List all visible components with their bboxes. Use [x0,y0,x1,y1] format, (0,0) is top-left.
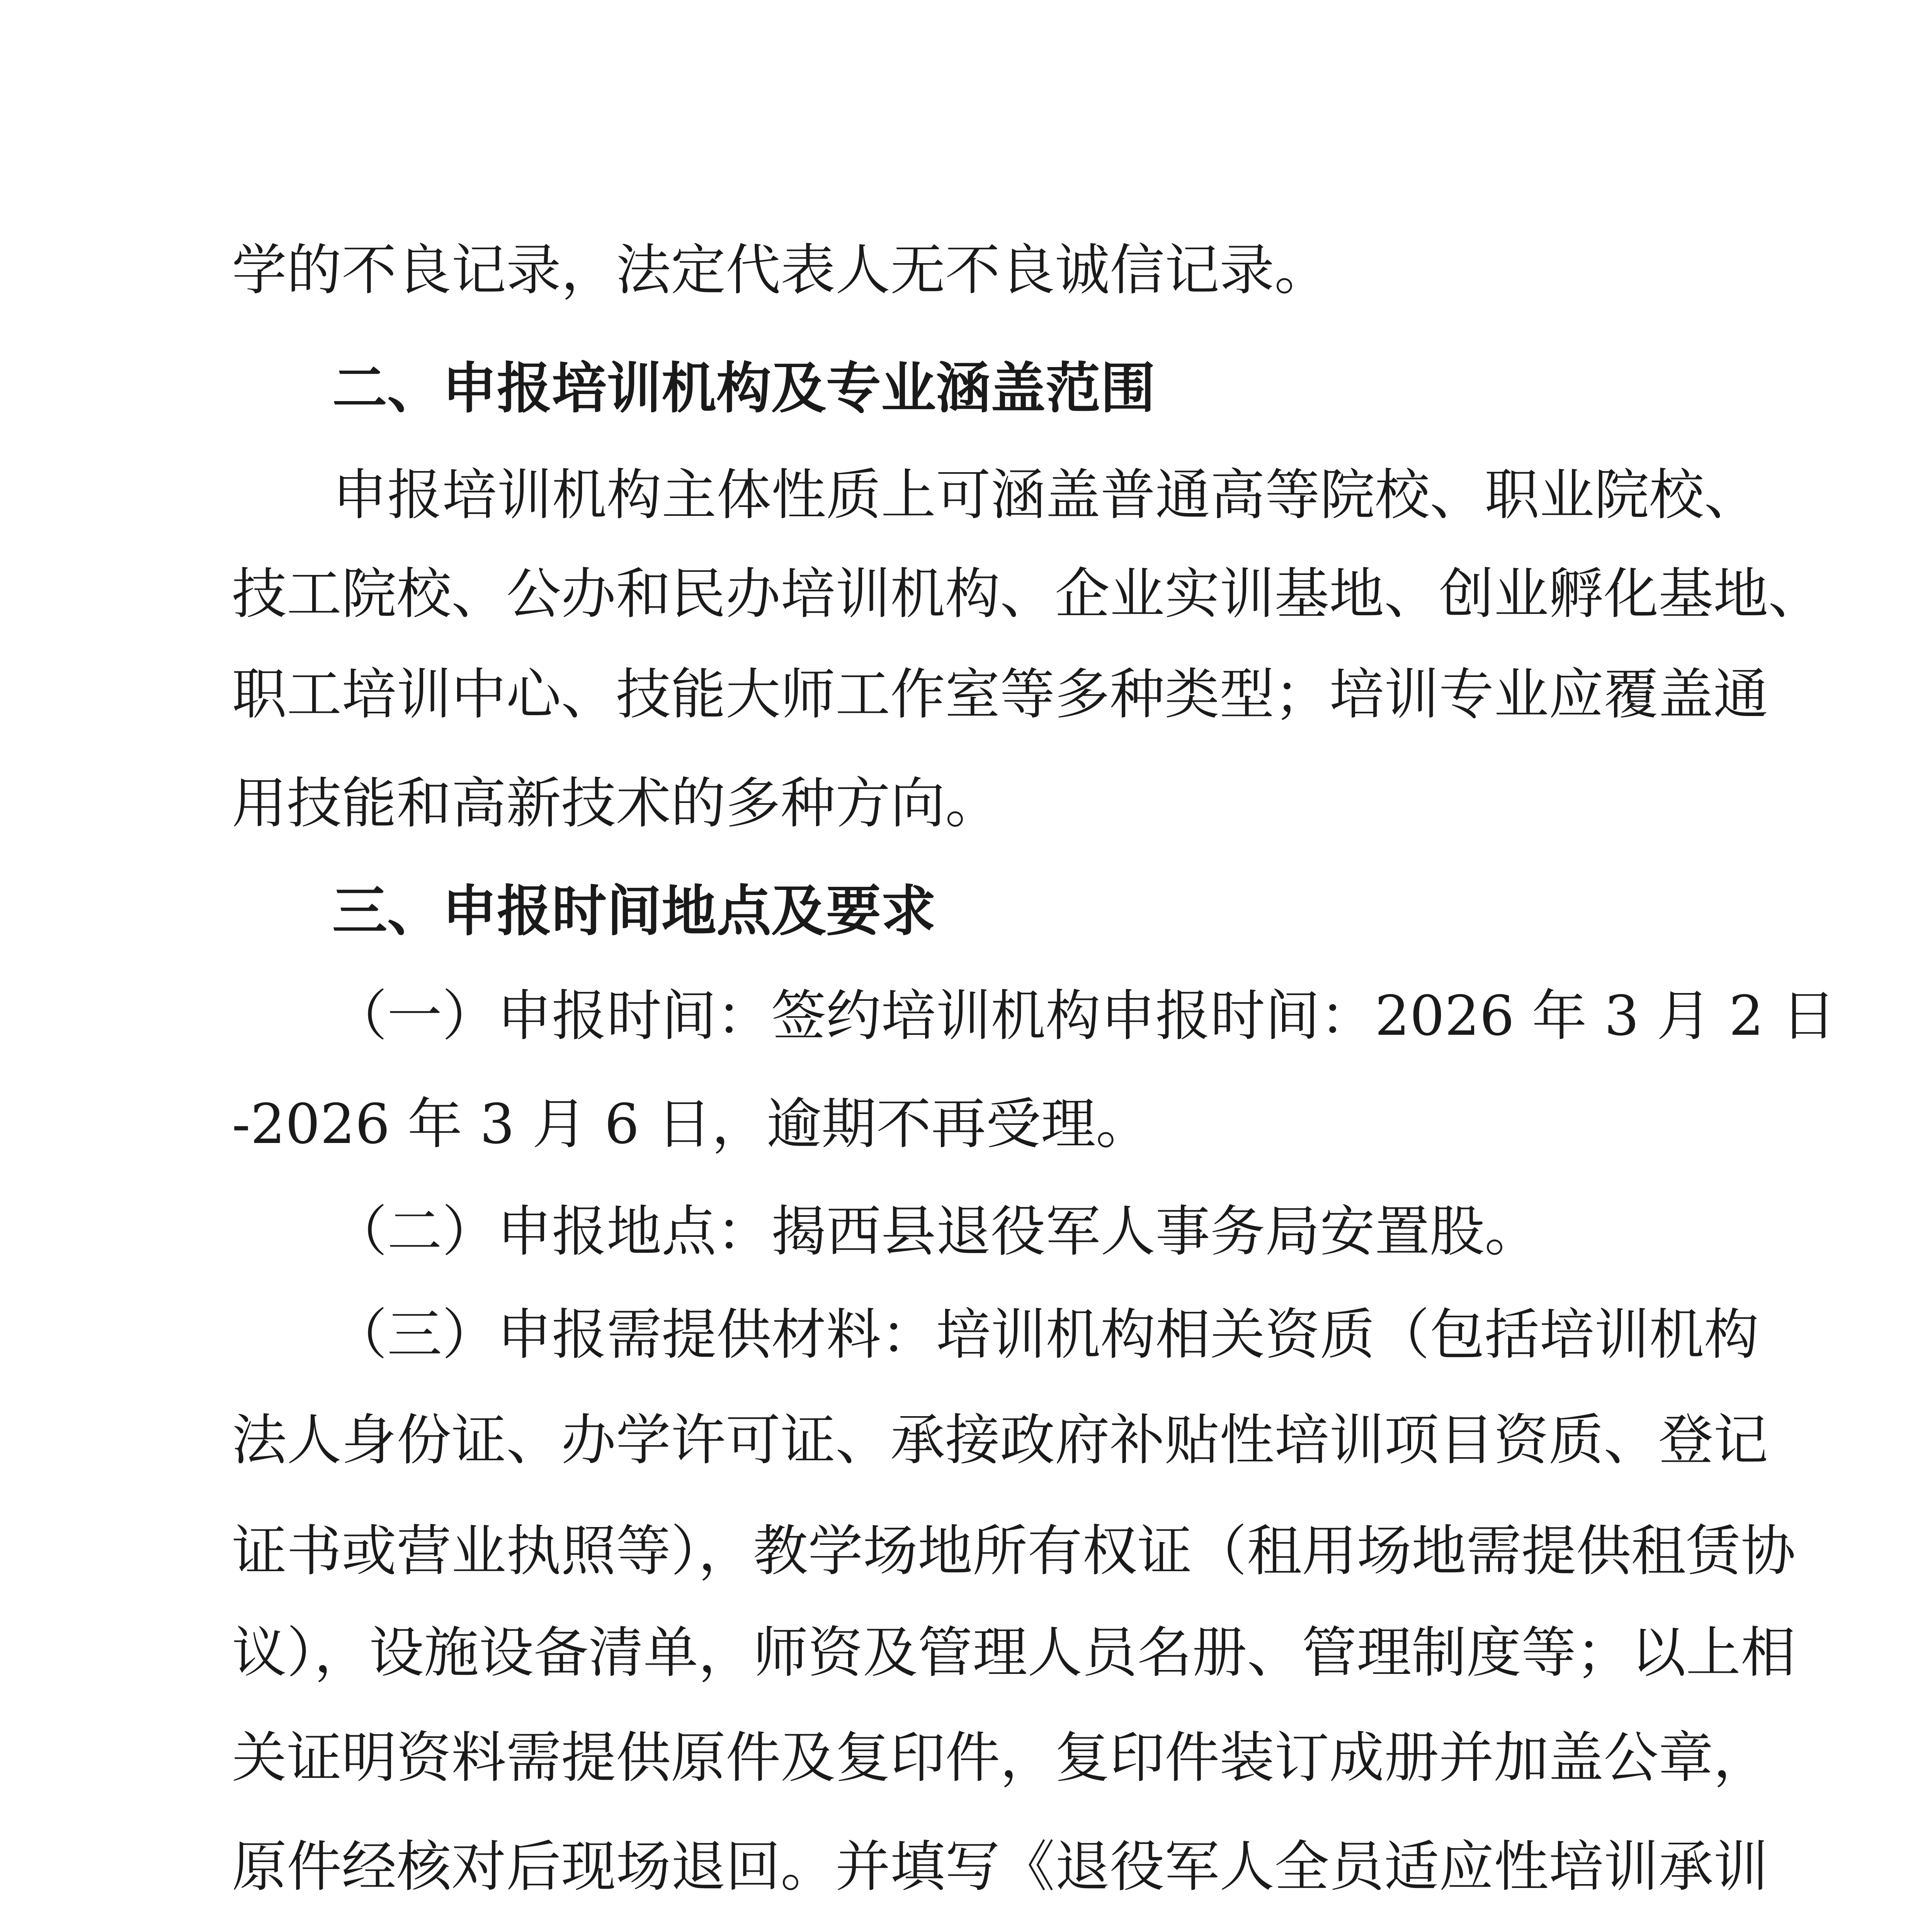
body-line-4: 技工院校、公办和民办培训机构、企业实训基地、创业孵化基地、 [232,562,1823,626]
body-line-14: 议），设施设备清单，师资及管理人员名册、管理制度等；以上相 [232,1621,1796,1685]
section-heading-2: 二、申报培训机构及专业涵盖范围 [332,356,1155,420]
body-line-17 [0,1928,1932,1932]
body-line-16: 原件经核对后现场退回。并填写《退役军人全员适应性培训承训 [232,1835,1768,1899]
body-line-15: 关证明资料需提供原件及复印件，复印件装订成册并加盖公章， [232,1726,1768,1790]
body-line-11: （三）申报需提供材料：培训机构相关资质（包括培训机构 [332,1303,1759,1367]
section-heading-3: 三、申报时间地点及要求 [332,879,936,943]
body-line-5: 职工培训中心、技能大师工作室等多种类型；培训专业应覆盖通 [232,663,1768,726]
body-line-1: 学的不良记录，法定代表人无不良诚信记录。 [232,238,1329,302]
body-line-13: 证书或营业执照等），教学场地所有权证（租用场地需提供租赁协 [232,1519,1796,1583]
body-line-10: （二）申报地点：揭西县退役军人事务局安置股。 [332,1200,1539,1264]
body-line-12: 法人身份证、办学许可证、承接政府补贴性培训项目资质、登记 [232,1408,1768,1472]
body-line-6: 用技能和高新技术的多种方向。 [232,772,1000,835]
body-line-3: 申报培训机构主体性质上可涵盖普通高等院校、职业院校、 [332,463,1759,527]
body-line-8: （一）申报时间：签约培训机构申报时间：2026 年 3 月 2 日 [332,984,1836,1048]
body-line-9: -2026 年 3 月 6 日，逾期不再受理。 [232,1092,1151,1156]
